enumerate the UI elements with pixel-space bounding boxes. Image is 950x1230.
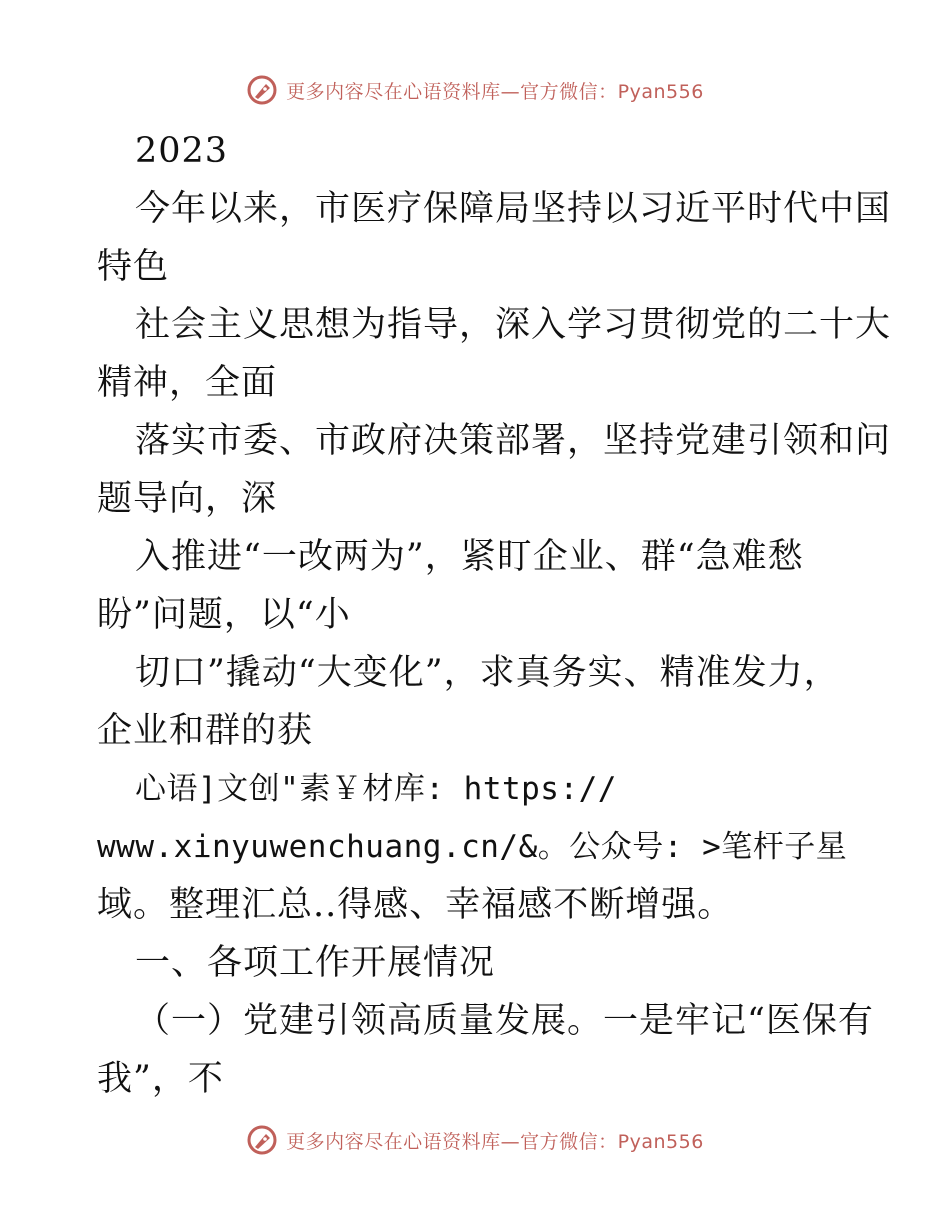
text-line: 企业和群的获 bbox=[97, 711, 314, 751]
watermark-text: 更多内容尽在心语资料库—官方微信：Pyan556 bbox=[286, 1130, 704, 1153]
text-line: 入推进“一改两为”，紧盯企业、群“急难愁 bbox=[135, 537, 804, 577]
watermark-text: 更多内容尽在心语资料库—官方微信：Pyan556 bbox=[286, 80, 704, 103]
text-line: 今年以来，市医疗保障局坚持以习近平时代中国 bbox=[135, 189, 892, 229]
text-line: 切口”撬动“大变化”，求真务实、精准发力， bbox=[135, 653, 840, 693]
text-line: 心语]文创"素￥材库: https:// bbox=[135, 771, 617, 807]
pen-nib-circle-icon bbox=[246, 1124, 278, 1156]
text-line: 域。整理汇总..得感、幸福感不断增强。 bbox=[97, 885, 734, 925]
footer-watermark bbox=[0, 1120, 950, 1160]
text-line: www.xinyuwenchuang.cn/&。公众号: >笔杆子星 bbox=[97, 829, 848, 865]
text-line: 社会主义思想为指导，深入学习贯彻党的二十大 bbox=[135, 305, 892, 345]
text-line: 2023 bbox=[135, 131, 229, 171]
header-watermark bbox=[0, 70, 950, 110]
text-line: 特色 bbox=[97, 247, 170, 287]
document-body bbox=[97, 122, 892, 1108]
text-line: 我”，不 bbox=[97, 1059, 224, 1099]
section-heading: 一、各项工作开展情况 bbox=[135, 943, 496, 983]
text-line: （一）党建引领高质量发展。一是牢记“医保有 bbox=[135, 1001, 874, 1041]
pen-nib-circle-icon bbox=[246, 74, 278, 106]
text-line: 落实市委、市政府决策部署，坚持党建引领和问 bbox=[135, 421, 892, 461]
text-line: 精神，全面 bbox=[97, 363, 278, 403]
text-line: 盼”问题，以“小 bbox=[97, 595, 351, 635]
text-line: 题导向，深 bbox=[97, 479, 278, 519]
